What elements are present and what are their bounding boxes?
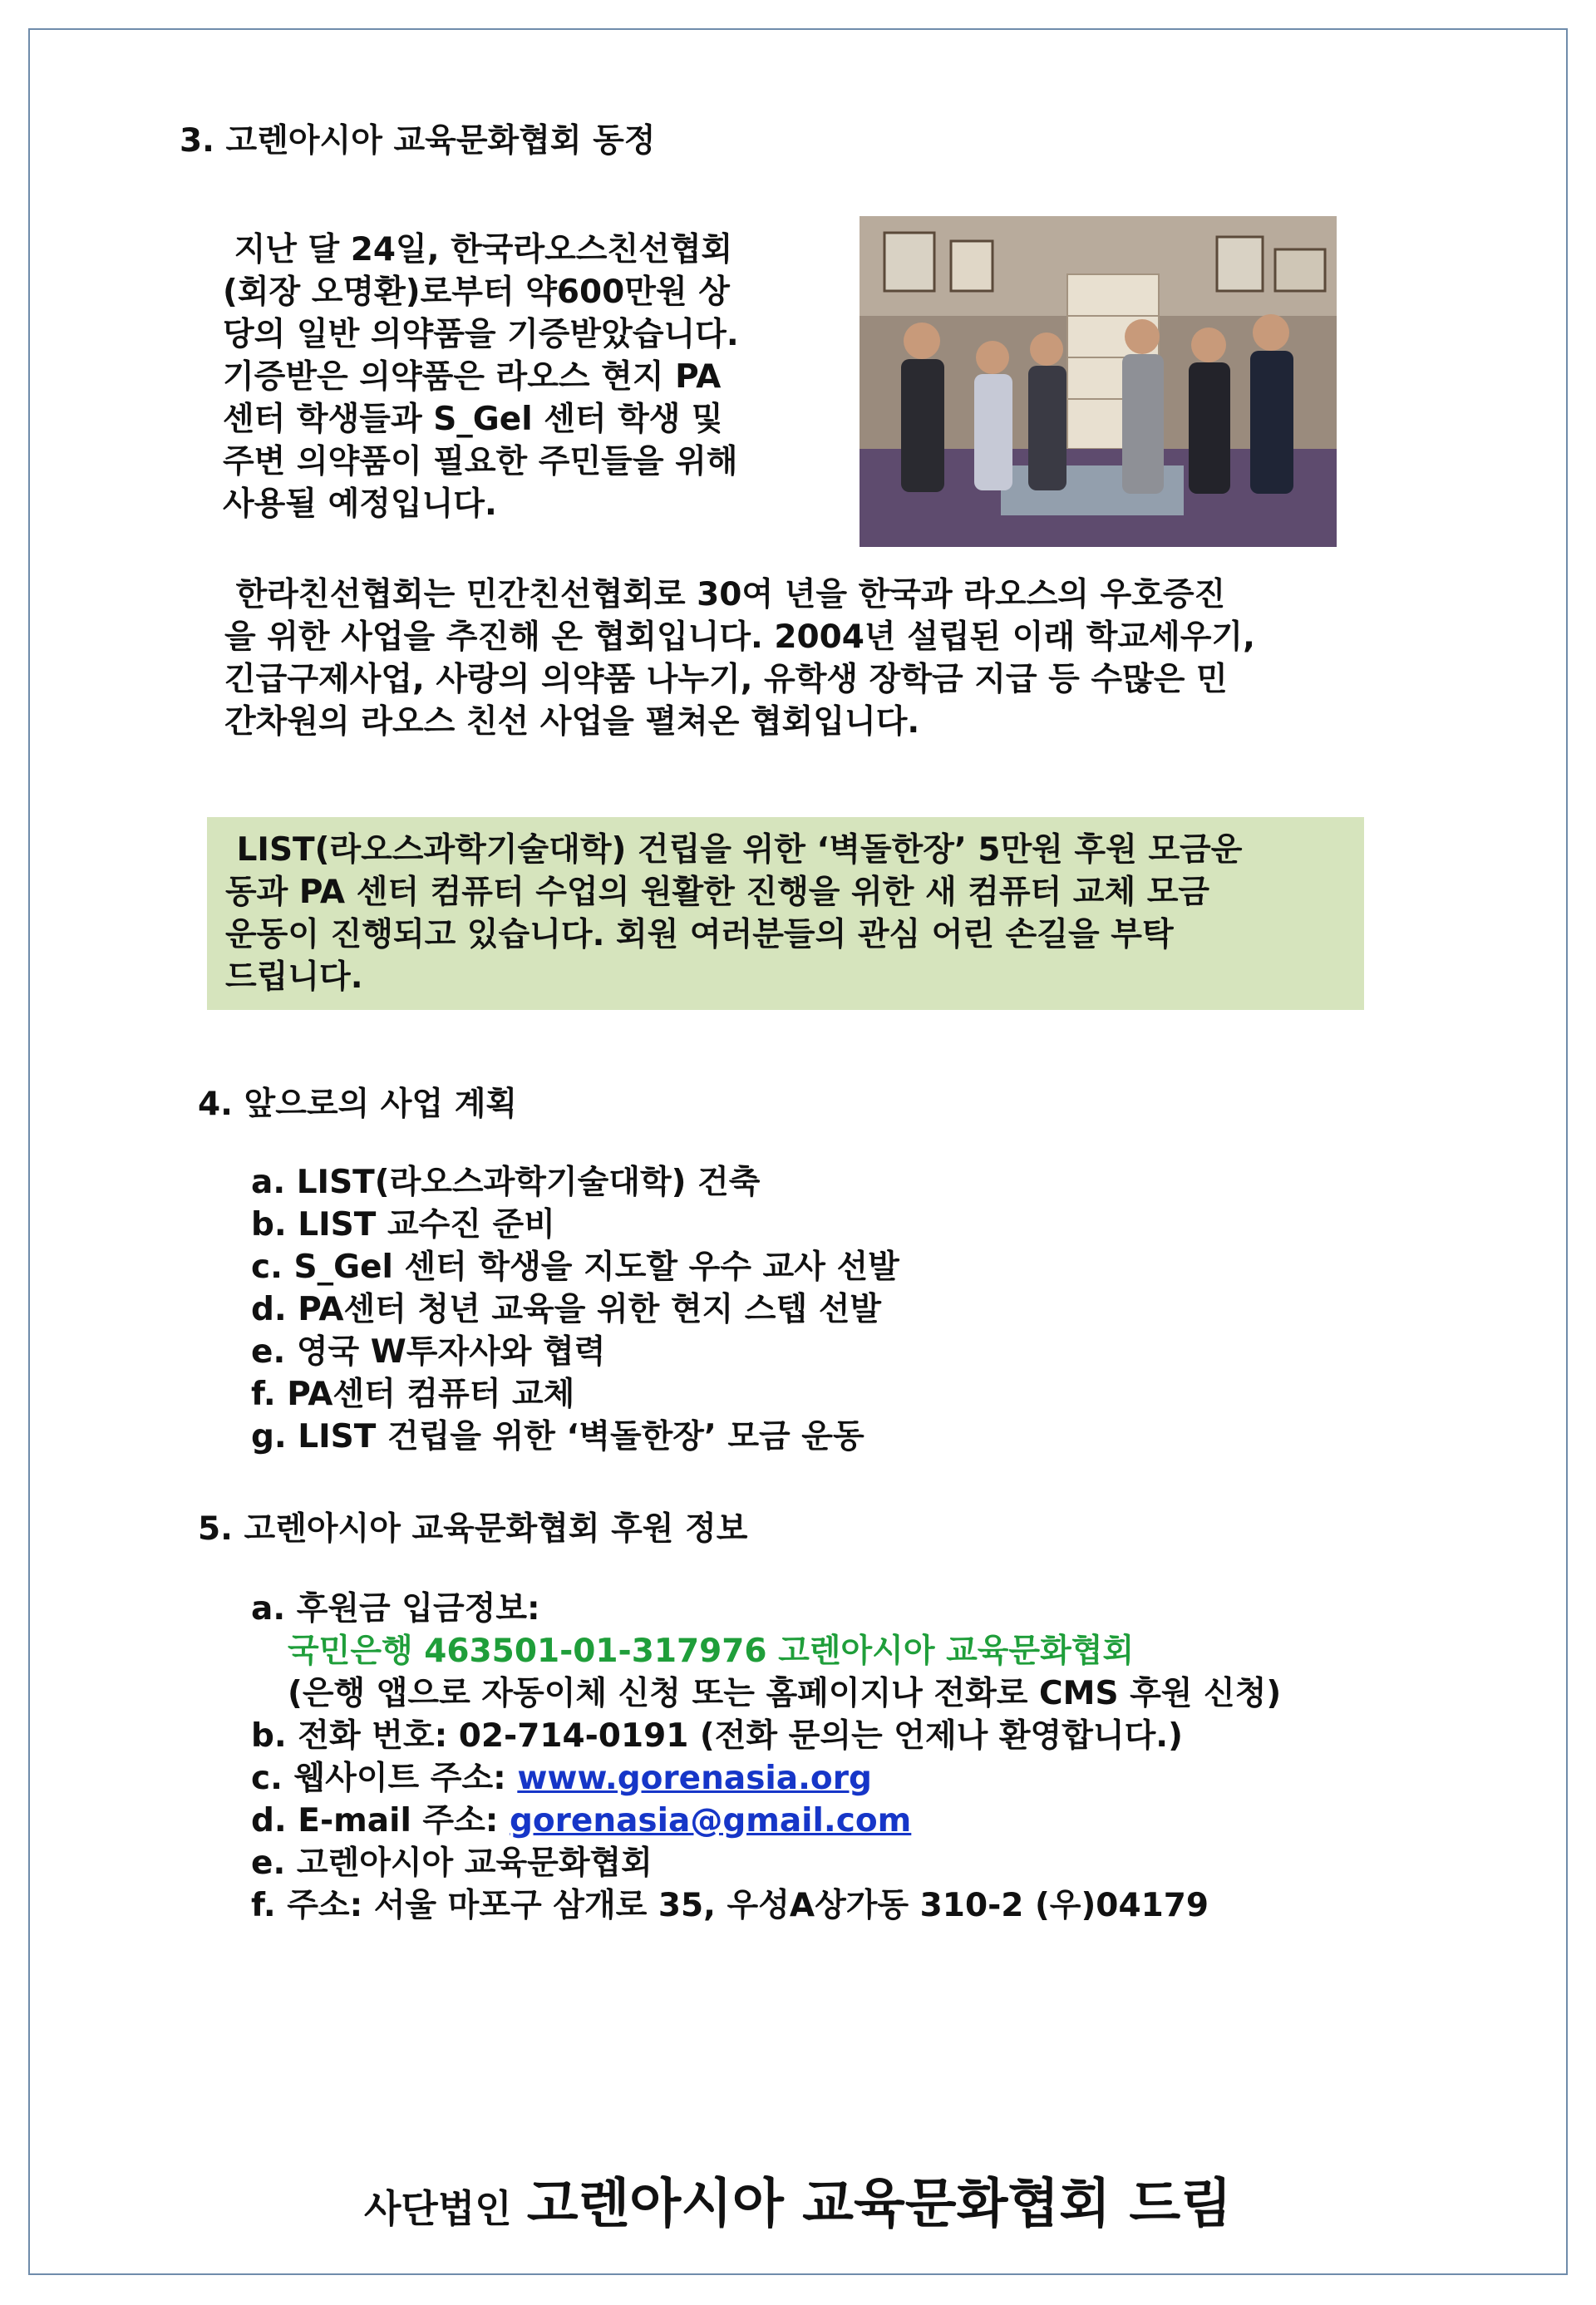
section-4-title: 4. 앞으로의 사업 계획 bbox=[198, 1086, 518, 1123]
section-5-title: 5. 고렌아시아 교육문화협회 후원 정보 bbox=[198, 1510, 748, 1548]
plan-item: g. LIST 건립을 위한 ‘벽돌한장’ 모금 운동 bbox=[251, 1418, 864, 1455]
address: f. 주소: 서울 마포구 삼개로 35, 우성A상가동 310-2 (우)04179 bbox=[251, 1887, 1209, 1924]
bank-account: 국민은행 463501-01-317976 고렌아시아 교육문화협회 bbox=[288, 1633, 1135, 1670]
footer-prefix: 사단법인 bbox=[363, 2186, 512, 2231]
notice-line: LIST(라오스과학기술대학) 건립을 위한 ‘벽돌한장’ 5만원 후원 모금운 bbox=[225, 831, 1243, 869]
plan-item: e. 영국 W투자사와 협력 bbox=[251, 1333, 606, 1371]
plan-item: c. S_Gel 센터 학생을 지도할 우수 교사 선발 bbox=[251, 1249, 899, 1286]
plan-item: b. LIST 교수진 준비 bbox=[251, 1206, 555, 1244]
plan-item: d. PA센터 청년 교육을 위한 현지 스텝 선발 bbox=[251, 1291, 882, 1328]
association-line: 을 위한 사업을 추진해 온 협회입니다. 2004년 설립된 이래 학교세우기, bbox=[224, 618, 1255, 656]
plan-item: f. PA센터 컴퓨터 교체 bbox=[251, 1376, 575, 1413]
donation-line: 지난 달 24일, 한국라오스친선협회 bbox=[223, 231, 733, 268]
donation-ceremony-photo bbox=[860, 216, 1337, 547]
email-link[interactable]: gorenasia@gmail.com bbox=[509, 1802, 912, 1840]
donation-line: 사용될 예정입니다. bbox=[223, 485, 497, 523]
sponsorship-info-list bbox=[251, 1588, 1281, 1927]
phone-number: b. 전화 번호: 02-714-0191 (전화 문의는 언제나 환영합니다.) bbox=[251, 1717, 1183, 1755]
fundraising-notice-box bbox=[207, 817, 1364, 1010]
section-3-title: 3. 고렌아시아 교육문화협회 동정 bbox=[180, 122, 656, 160]
notice-line: 운동이 진행되고 있습니다. 회원 여러분들의 관심 어린 손길을 부탁 bbox=[225, 916, 1174, 953]
business-plan-list bbox=[251, 1161, 899, 1458]
website-link[interactable]: www.gorenasia.org bbox=[517, 1760, 872, 1797]
association-line: 긴급구제사업, 사랑의 의약품 나누기, 유학생 장학금 지급 등 수많은 민 bbox=[224, 661, 1228, 698]
notice-line: 드립니다. bbox=[225, 958, 363, 996]
plan-item: a. LIST(라오스과학기술대학) 건축 bbox=[251, 1164, 761, 1201]
donation-line: 기증받은 의약품은 라오스 현지 PA bbox=[223, 358, 722, 396]
organization-name: e. 고렌아시아 교육문화협회 bbox=[251, 1844, 653, 1882]
photo-illustration bbox=[860, 216, 1337, 547]
association-line: 간차원의 라오스 친선 사업을 펼쳐온 협회입니다. bbox=[224, 703, 920, 741]
donation-line: (회장 오명환)로부터 약600만원 상 bbox=[223, 273, 730, 311]
association-paragraph bbox=[224, 574, 1372, 743]
donation-line: 센터 학생들과 S_Gel 센터 학생 및 bbox=[223, 401, 723, 438]
transfer-note: (은행 앱으로 자동이체 신청 또는 홈페이지나 전화로 CMS 후원 신청) bbox=[288, 1675, 1282, 1712]
donation-paragraph bbox=[223, 229, 838, 525]
footer-signature bbox=[0, 2161, 1596, 2238]
email-label: d. E-mail 주소: bbox=[251, 1802, 510, 1840]
website-label: c. 웹사이트 주소: bbox=[251, 1760, 518, 1797]
notice-line: 동과 PA 센터 컴퓨터 수업의 원활한 진행을 위한 새 컴퓨터 교체 모금 bbox=[225, 874, 1210, 911]
website-row bbox=[251, 1757, 1281, 1800]
association-line: 한라친선협회는 민간친선협회로 30여 년을 한국과 라오스의 우호증진 bbox=[224, 576, 1226, 613]
deposit-info-label: a. 후원금 입금정보: bbox=[251, 1590, 540, 1628]
footer-organization: 고렌아시아 교육문화협회 드림 bbox=[526, 2174, 1233, 2235]
donation-line: 주변 의약품이 필요한 주민들을 위해 bbox=[223, 443, 738, 480]
email-row bbox=[251, 1800, 1281, 1842]
donation-line: 당의 일반 의약품을 기증받았습니다. bbox=[223, 316, 739, 353]
